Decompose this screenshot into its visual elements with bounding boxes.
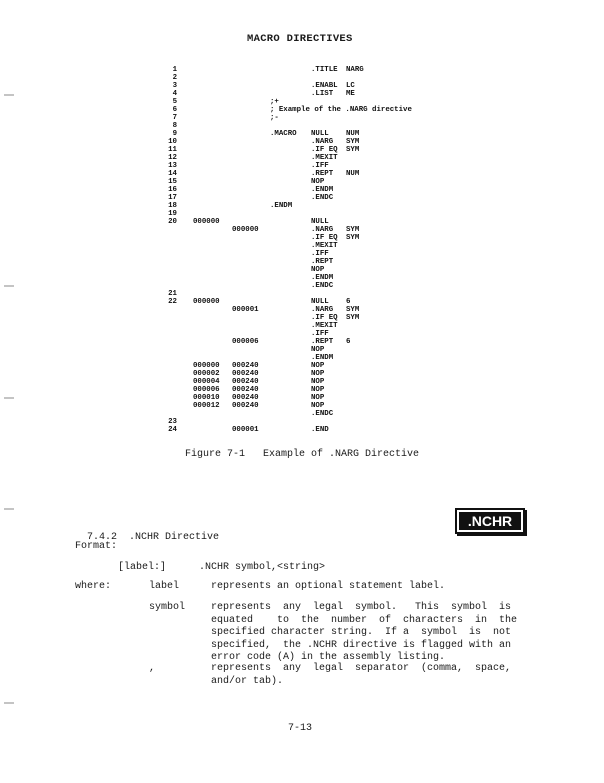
listing-arg: LC — [346, 82, 355, 90]
directive-stamp-label: .NCHR — [459, 512, 521, 530]
listing-n: 16 — [168, 186, 177, 194]
format-syntax: .NCHR symbol,<string> — [199, 562, 326, 573]
listing-n: 19 — [168, 210, 177, 218]
figure-caption: Figure 7-1 Example of .NARG Directive — [185, 449, 420, 460]
listing-n: 11 — [168, 146, 177, 154]
listing-n: 7 — [172, 114, 177, 122]
listing-arg: SYM — [346, 314, 360, 322]
listing-op: NULL — [311, 130, 329, 138]
listing-op: .MEXIT — [311, 242, 338, 250]
listing-label: .MACRO — [270, 130, 297, 138]
definition-line: equated to the number of characters in the — [211, 614, 518, 626]
listing-op: .ENDC — [311, 194, 334, 202]
margin-mark — [4, 397, 14, 399]
listing-op: .MEXIT — [311, 154, 338, 162]
definition-line: represents an optional statement label. — [211, 581, 446, 592]
listing-code: 000240 — [232, 370, 259, 378]
page-title: MACRO DIRECTIVES — [247, 33, 353, 45]
listing-code: 000240 — [232, 362, 259, 370]
listing-op: .ENDM — [311, 274, 334, 282]
listing-op: .IFF — [311, 250, 329, 258]
listing-op: NOP — [311, 378, 325, 386]
listing-op: NULL — [311, 298, 329, 306]
format-syntax-label: [label:] — [118, 562, 167, 573]
definition-term: label — [149, 581, 180, 592]
listing-op: NOP — [311, 370, 325, 378]
listing-op: .REPT — [311, 170, 334, 178]
margin-mark — [4, 94, 14, 96]
margin-mark — [4, 285, 14, 287]
listing-n: 24 — [168, 426, 177, 434]
listing-op: .NARG — [311, 226, 334, 234]
listing-arg: SYM — [346, 226, 360, 234]
listing-n: 5 — [172, 98, 177, 106]
definition-line: represents any legal separator (comma, space, — [211, 663, 512, 674]
listing-op: .IFF — [311, 162, 329, 170]
listing-op: NOP — [311, 402, 325, 410]
listing-arg: NUM — [346, 170, 360, 178]
listing-loc: 000002 — [193, 370, 220, 378]
listing-n: 10 — [168, 138, 177, 146]
listing-arg: NARG — [346, 66, 364, 74]
listing-n: 20 — [168, 218, 177, 226]
listing-op: NOP — [311, 266, 325, 274]
listing-loc: 000000 — [193, 218, 220, 226]
listing-op: .END — [311, 426, 329, 434]
listing-n: 22 — [168, 298, 177, 306]
definition-line: specified character string. If a symbol is not — [211, 627, 512, 638]
listing-code: 000006 — [232, 338, 259, 346]
listing-op: .LIST — [311, 90, 334, 98]
listing-n: 21 — [168, 290, 177, 298]
listing-n: 14 — [168, 170, 177, 178]
listing-n: 13 — [168, 162, 177, 170]
listing-loc: 000004 — [193, 378, 220, 386]
definition-term: , — [149, 663, 156, 674]
listing-arg: SYM — [346, 138, 360, 146]
listing-code: 000240 — [232, 394, 259, 402]
listing-op: .REPT — [311, 258, 334, 266]
format-label: Format: — [75, 541, 118, 552]
listing-op: .ENABL — [311, 82, 338, 90]
listing-op: NOP — [311, 346, 325, 354]
listing-op: .NARG — [311, 138, 334, 146]
listing-arg: SYM — [346, 234, 360, 242]
listing-code: 000240 — [232, 386, 259, 394]
listing-label: ;+ — [270, 98, 279, 106]
listing-n: 9 — [172, 130, 177, 138]
listing-op: NOP — [311, 362, 325, 370]
listing-label: .ENDM — [270, 202, 293, 210]
listing-code: 000001 — [232, 426, 259, 434]
listing-n: 15 — [168, 178, 177, 186]
listing-n: 1 — [172, 66, 177, 74]
listing-n: 3 — [172, 82, 177, 90]
listing-code: 000240 — [232, 402, 259, 410]
listing-op: .IF EQ — [311, 314, 338, 322]
listing-arg: SYM — [346, 306, 360, 314]
listing-op: NOP — [311, 386, 325, 394]
definition-line: represents any legal symbol. This symbol is — [211, 602, 512, 613]
section-title: .NCHR Directive — [129, 531, 220, 543]
page-number: 7-13 — [288, 723, 313, 734]
definition-term: symbol — [149, 602, 186, 613]
listing-arg: SYM — [346, 146, 360, 154]
listing-op: NOP — [311, 178, 325, 186]
listing-op: .ENDC — [311, 282, 334, 290]
listing-arg: 6 — [346, 338, 351, 346]
listing-loc: 000006 — [193, 386, 220, 394]
listing-op: .NARG — [311, 306, 334, 314]
listing-n: 4 — [172, 90, 177, 98]
margin-mark — [4, 702, 14, 704]
listing-loc: 000012 — [193, 402, 220, 410]
listing-arg: NUM — [346, 130, 360, 138]
listing-op: .IF EQ — [311, 146, 338, 154]
directive-stamp — [455, 508, 525, 534]
listing-op: NULL — [311, 218, 329, 226]
listing-code: 000001 — [232, 306, 259, 314]
listing-n: 2 — [172, 74, 177, 82]
listing-n: 12 — [168, 154, 177, 162]
listing-n: 18 — [168, 202, 177, 210]
listing-op: .ENDC — [311, 410, 334, 418]
listing-n: 8 — [172, 122, 177, 130]
listing-arg: 6 — [346, 298, 351, 306]
listing-op: .REPT — [311, 338, 334, 346]
definition-line: and/or tab). — [211, 675, 284, 687]
definition-line: error code (A) in the assembly listing. — [211, 652, 446, 663]
listing-loc: 000000 — [193, 362, 220, 370]
definition-line: specified, the .NCHR directive is flagged with an — [211, 639, 512, 651]
listing-op: NOP — [311, 394, 325, 402]
listing-loc: 000000 — [193, 298, 220, 306]
listing-op: .IFF — [311, 330, 329, 338]
section-number: 7.4.2 — [87, 531, 118, 543]
where-label: where: — [75, 581, 112, 592]
listing-op: .IF EQ — [311, 234, 338, 242]
listing-arg: ME — [346, 90, 355, 98]
assembly-listing — [0, 66, 604, 446]
listing-label: ;- — [270, 114, 279, 122]
listing-code: 000000 — [232, 226, 259, 234]
listing-code: 000240 — [232, 378, 259, 386]
listing-loc: 000010 — [193, 394, 220, 402]
listing-n: 17 — [168, 194, 177, 202]
listing-n: 23 — [168, 418, 177, 426]
listing-op: .MEXIT — [311, 322, 338, 330]
listing-op: .ENDM — [311, 186, 334, 194]
listing-op: .ENDM — [311, 354, 334, 362]
listing-n: 6 — [172, 106, 177, 114]
listing-op: .TITLE — [311, 66, 338, 74]
margin-mark — [4, 508, 14, 510]
listing-label: ; Example of the .NARG directive — [270, 106, 412, 114]
